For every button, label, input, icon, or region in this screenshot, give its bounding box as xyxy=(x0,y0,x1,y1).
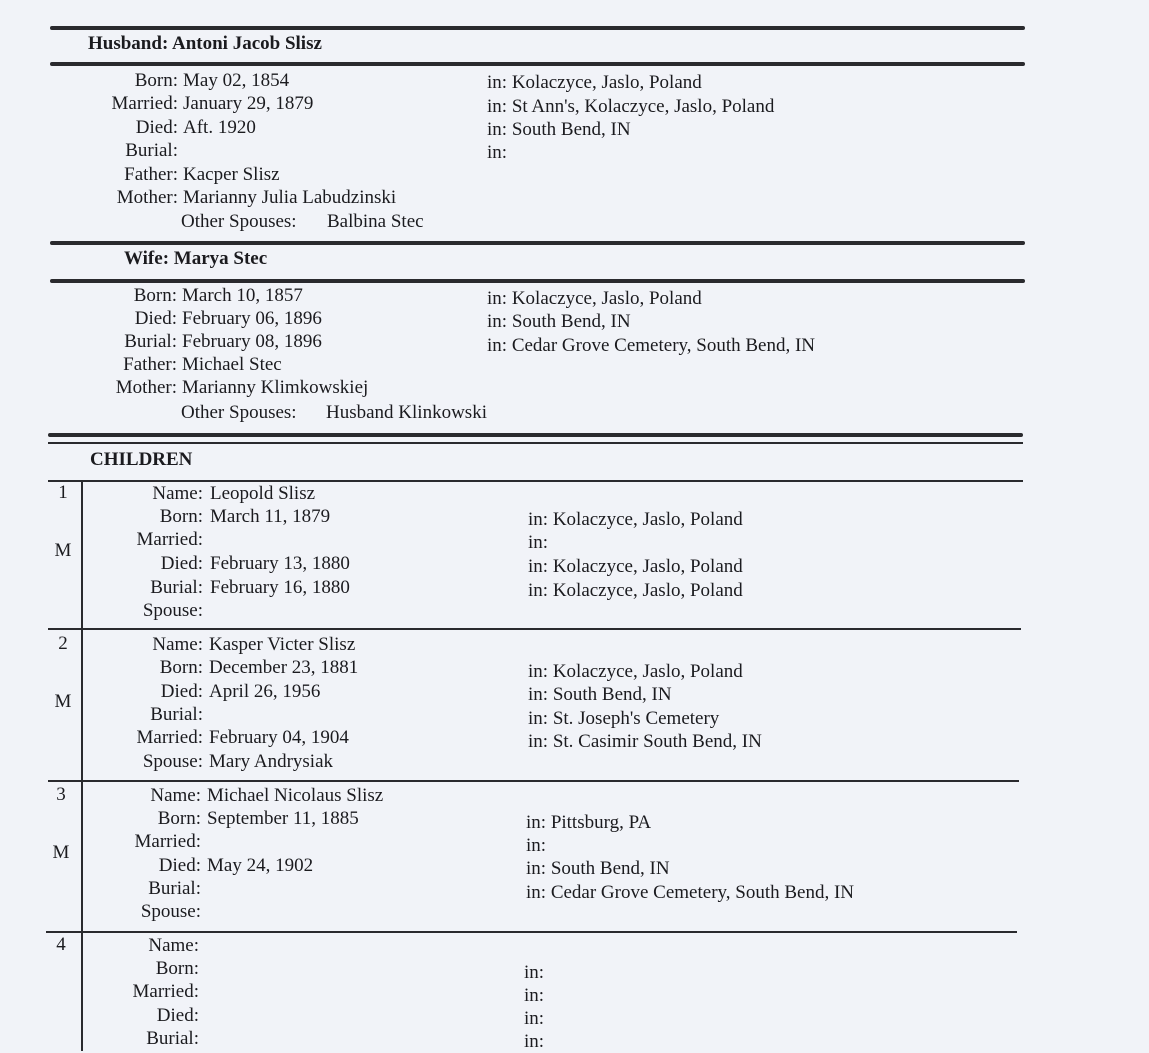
husband-mother-value: Marianny Julia Labudzinski xyxy=(183,187,397,208)
child-number: 4 xyxy=(56,934,66,955)
child-married-place: St. Casimir South Bend, IN xyxy=(552,731,762,752)
child-name-label: Name: xyxy=(152,634,203,655)
children-heading-rule xyxy=(48,480,1023,482)
husband-other-spouses-label: Other Spouses: xyxy=(181,211,297,232)
child-married-in xyxy=(528,532,548,554)
wife-mother-label: Mother: xyxy=(115,377,177,398)
wife-born-place: Kolaczyce, Jaslo, Poland xyxy=(511,288,702,309)
child-burial-in xyxy=(528,708,719,730)
husband-heading-label: Husband: xyxy=(88,33,169,54)
husband-died-label: Died: xyxy=(135,117,178,138)
in-label: in: xyxy=(487,288,508,309)
wife-heading xyxy=(124,248,267,270)
in-label: in: xyxy=(528,708,549,729)
in-label: in: xyxy=(526,858,547,879)
in-label: in: xyxy=(526,812,547,833)
wife-born-in xyxy=(487,288,702,310)
child-married-value: February 04, 1904 xyxy=(209,727,349,748)
child-born-value: December 23, 1881 xyxy=(209,657,359,678)
child-spouse-value: Mary Andrysiak xyxy=(209,751,334,772)
child-born-in xyxy=(526,812,651,834)
in-label: in: xyxy=(528,532,549,553)
child-divider xyxy=(48,628,1021,630)
child-died-place: Kolaczyce, Jaslo, Poland xyxy=(552,556,743,577)
husband-father-value: Kacper Slisz xyxy=(183,164,280,185)
child-name-label: Name: xyxy=(148,935,199,956)
child-born-in xyxy=(528,661,743,683)
child-sex: M xyxy=(54,540,72,561)
wife-died-value: February 06, 1896 xyxy=(182,308,322,329)
husband-born-in xyxy=(487,72,702,94)
child-died-in xyxy=(524,1008,544,1030)
in-label: in: xyxy=(487,335,508,356)
child-burial-label: Burial: xyxy=(148,878,201,899)
child-born-place: Kolaczyce, Jaslo, Poland xyxy=(552,509,743,530)
wife-born-value: March 10, 1857 xyxy=(182,285,303,306)
wife-burial-label: Burial: xyxy=(124,331,177,352)
child-divider xyxy=(46,931,1017,933)
wife-top-rule xyxy=(50,241,1025,245)
child-died-place: South Bend, IN xyxy=(550,858,670,879)
child-burial-in xyxy=(524,1031,544,1053)
child-married-label: Married: xyxy=(136,727,203,748)
husband-father-label: Father: xyxy=(124,164,178,185)
child-died-label: Died: xyxy=(160,553,203,574)
wife-died-label: Died: xyxy=(134,308,177,329)
husband-burial-in xyxy=(487,142,507,164)
children-top-rule xyxy=(48,433,1023,437)
child-died-place: South Bend, IN xyxy=(552,684,672,705)
child-born-in xyxy=(524,962,544,984)
child-died-value: April 26, 1956 xyxy=(209,681,321,702)
child-married-in xyxy=(524,985,544,1007)
child-died-in xyxy=(526,858,670,880)
wife-name: Marya Stec xyxy=(173,248,268,269)
child-burial-value: February 16, 1880 xyxy=(210,577,350,598)
wife-father-value: Michael Stec xyxy=(182,354,282,375)
wife-burial-in xyxy=(487,335,815,357)
wife-other-spouses-label: Other Spouses: xyxy=(181,402,297,423)
child-name-label: Name: xyxy=(150,785,201,806)
in-label: in: xyxy=(528,661,549,682)
child-born-label: Born: xyxy=(159,657,203,678)
child-married-label: Married: xyxy=(132,981,199,1002)
child-burial-in xyxy=(526,882,854,904)
in-label: in: xyxy=(487,72,508,93)
in-label: in: xyxy=(524,1008,545,1029)
top-rule xyxy=(50,26,1025,30)
husband-name: Antoni Jacob Slisz xyxy=(171,33,322,54)
child-married-label: Married: xyxy=(136,529,203,550)
child-born-in xyxy=(528,509,743,531)
in-label: in: xyxy=(528,731,549,752)
child-died-value: May 24, 1902 xyxy=(207,855,314,876)
child-sex: M xyxy=(52,842,70,863)
wife-mother-value: Marianny Klimkowskiej xyxy=(182,377,369,398)
husband-died-place: South Bend, IN xyxy=(511,119,631,140)
wife-born-label: Born: xyxy=(133,285,177,306)
wife-died-in xyxy=(487,311,631,333)
child-name-label: Name: xyxy=(152,483,203,504)
child-name-value: Kasper Victer Slisz xyxy=(209,634,356,655)
husband-married-label: Married: xyxy=(111,93,178,114)
child-born-place: Kolaczyce, Jaslo, Poland xyxy=(552,661,743,682)
child-died-value: February 13, 1880 xyxy=(210,553,350,574)
wife-burial-place: Cedar Grove Cemetery, South Bend, IN xyxy=(511,335,816,356)
in-label: in: xyxy=(524,962,545,983)
husband-heading xyxy=(88,33,322,55)
child-born-label: Born: xyxy=(155,958,199,979)
child-died-label: Died: xyxy=(160,681,203,702)
child-died-label: Died: xyxy=(158,855,201,876)
child-died-in xyxy=(528,684,672,706)
wife-other-spouses-value: Husband Klinkowski xyxy=(326,402,487,423)
child-burial-in xyxy=(528,580,743,602)
husband-other-spouses-value: Balbina Stec xyxy=(327,211,424,232)
in-label: in: xyxy=(524,985,545,1006)
child-born-label: Born: xyxy=(159,506,203,527)
in-label: in: xyxy=(526,835,547,856)
children-column-divider xyxy=(81,480,83,1051)
child-burial-label: Burial: xyxy=(146,1028,199,1049)
child-divider xyxy=(48,780,1019,782)
wife-died-place: South Bend, IN xyxy=(511,311,631,332)
in-label: in: xyxy=(526,882,547,903)
in-label: in: xyxy=(528,556,549,577)
child-born-place: Pittsburg, PA xyxy=(550,812,652,833)
child-burial-label: Burial: xyxy=(150,704,203,725)
husband-married-value: January 29, 1879 xyxy=(183,93,314,114)
husband-married-place: St Ann's, Kolaczyce, Jaslo, Poland xyxy=(511,96,775,117)
in-label: in: xyxy=(528,684,549,705)
wife-father-label: Father: xyxy=(123,354,177,375)
husband-born-place: Kolaczyce, Jaslo, Poland xyxy=(511,72,702,93)
child-born-label: Born: xyxy=(157,808,201,829)
wife-rule xyxy=(50,279,1025,283)
husband-died-in xyxy=(487,119,631,141)
in-label: in: xyxy=(487,311,508,332)
husband-rule xyxy=(50,62,1025,66)
child-born-value: March 11, 1879 xyxy=(210,506,331,527)
wife-burial-value: February 08, 1896 xyxy=(182,331,322,352)
child-burial-label: Burial: xyxy=(150,577,203,598)
children-top-thin-rule xyxy=(48,442,1023,444)
in-label: in: xyxy=(524,1031,545,1052)
child-burial-place: St. Joseph's Cemetery xyxy=(552,708,720,729)
wife-heading-label: Wife: xyxy=(124,248,170,269)
child-died-in xyxy=(528,556,743,578)
husband-mother-label: Mother: xyxy=(116,187,178,208)
husband-died-value: Aft. 1920 xyxy=(183,117,256,138)
child-married-label: Married: xyxy=(134,831,201,852)
child-married-in xyxy=(526,835,546,857)
in-label: in: xyxy=(487,119,508,140)
child-name-value: Michael Nicolaus Slisz xyxy=(207,785,384,806)
child-spouse-label: Spouse: xyxy=(142,600,203,621)
child-burial-place: Cedar Grove Cemetery, South Bend, IN xyxy=(550,882,855,903)
child-number: 1 xyxy=(58,482,68,503)
child-married-in xyxy=(528,731,762,753)
children-heading: CHILDREN xyxy=(90,449,193,470)
child-name-value: Leopold Slisz xyxy=(210,483,316,504)
child-spouse-label: Spouse: xyxy=(142,751,203,772)
in-label: in: xyxy=(487,142,508,163)
child-born-value: September 11, 1885 xyxy=(207,808,359,829)
in-label: in: xyxy=(487,96,508,117)
in-label: in: xyxy=(528,509,549,530)
husband-burial-label: Burial: xyxy=(125,140,178,161)
husband-born-label: Born: xyxy=(134,70,178,91)
child-number: 2 xyxy=(58,633,68,654)
in-label: in: xyxy=(528,580,549,601)
husband-born-value: May 02, 1854 xyxy=(183,70,290,91)
husband-married-in xyxy=(487,96,774,118)
child-burial-place: Kolaczyce, Jaslo, Poland xyxy=(552,580,743,601)
child-spouse-label: Spouse: xyxy=(140,901,201,922)
child-number: 3 xyxy=(56,784,66,805)
child-sex: M xyxy=(54,691,72,712)
child-died-label: Died: xyxy=(156,1005,199,1026)
